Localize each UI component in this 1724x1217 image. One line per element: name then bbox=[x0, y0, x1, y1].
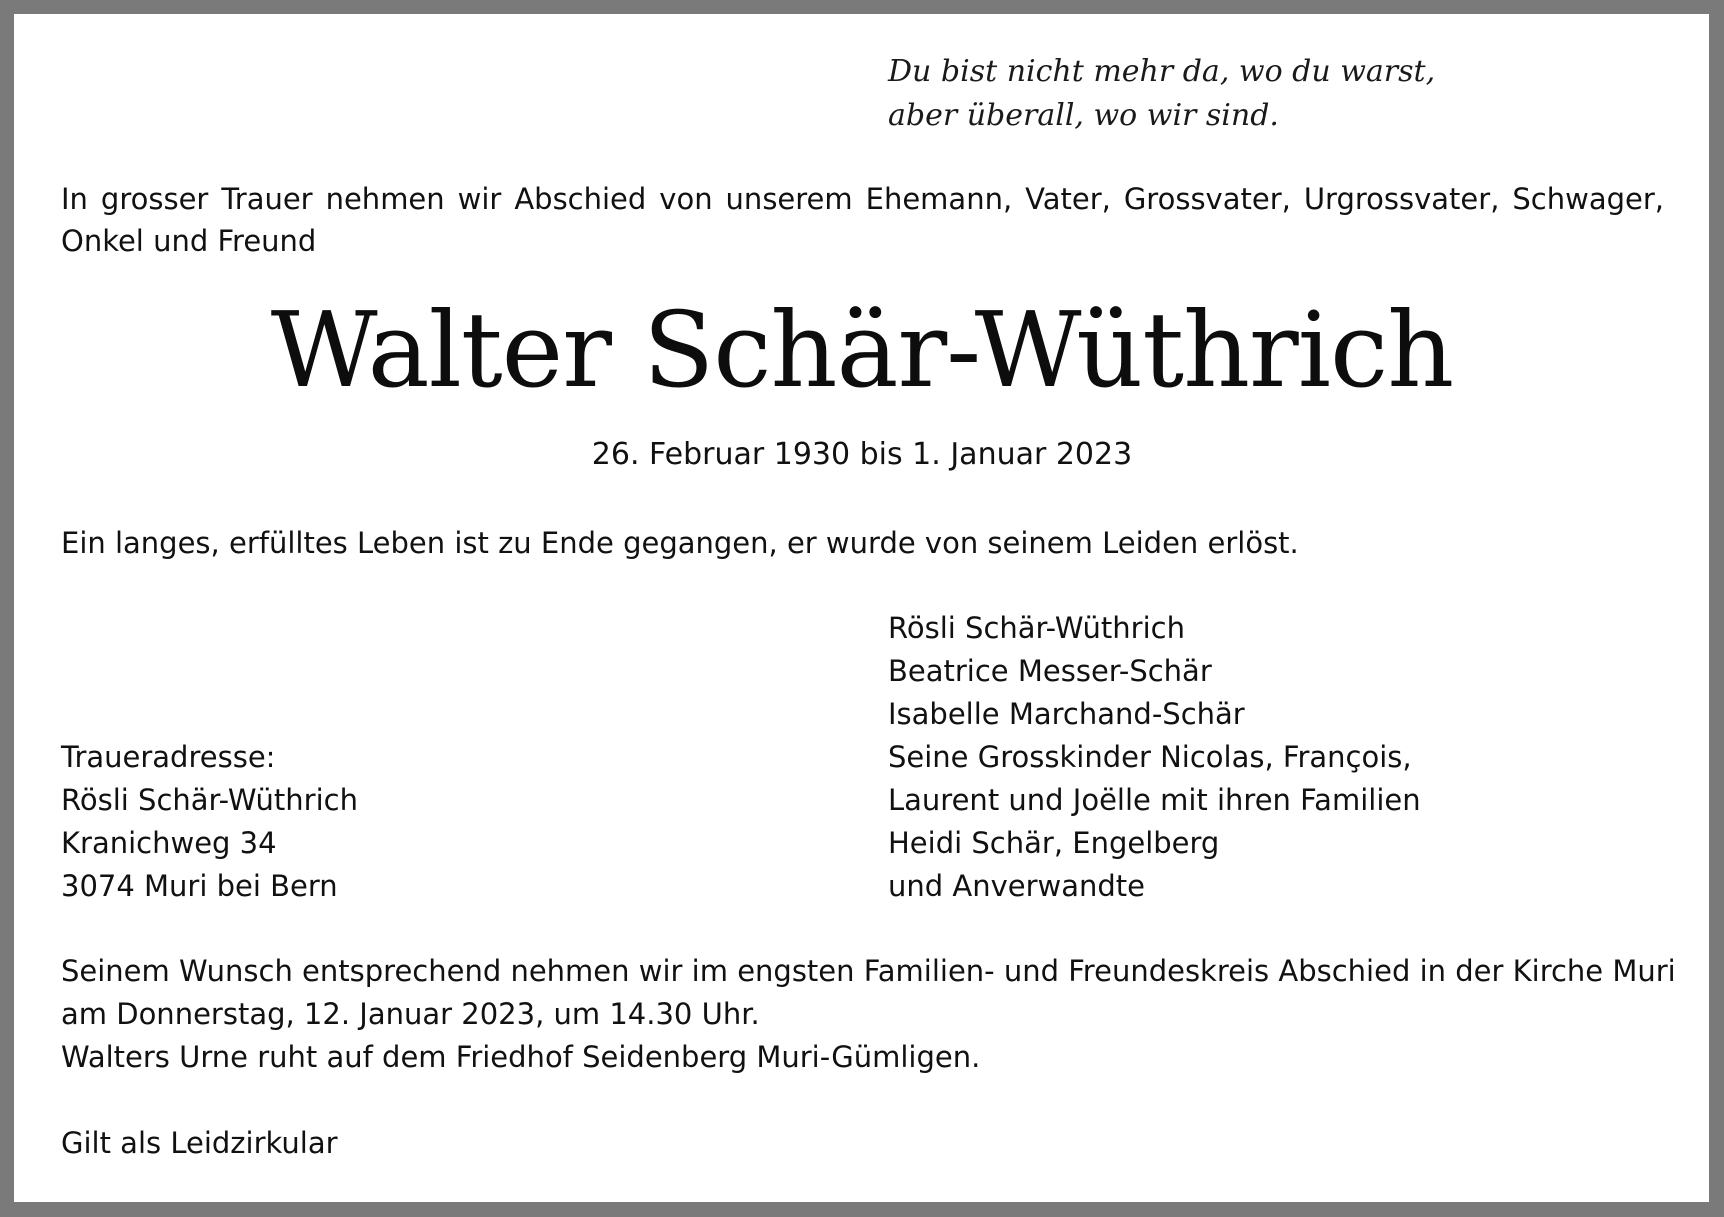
mourner-entry: Seine Grosskinder Nicolas, François, bbox=[888, 740, 1412, 774]
mourner-entry: Heidi Schär, Engelberg bbox=[888, 826, 1220, 860]
motto-line-1: Du bist nicht mehr da, wo du warst, bbox=[888, 54, 1436, 89]
ceremony-line-3: Walters Urne ruht auf dem Friedhof Seidenberg Muri-Gümligen. bbox=[61, 1040, 981, 1074]
mourning-address bbox=[61, 736, 358, 908]
deceased-name: Walter Schär-Wüthrich bbox=[270, 289, 1454, 411]
ceremony-info bbox=[61, 950, 1676, 1079]
circular-note: Gilt als Leidzirkular bbox=[61, 1126, 338, 1160]
mourner-entry: und Anverwandte bbox=[888, 869, 1146, 903]
address-name: Rösli Schär-Wüthrich bbox=[61, 783, 358, 817]
mourner-entry: Beatrice Messer-Schär bbox=[888, 654, 1212, 688]
mourner-entry: Isabelle Marchand-Schär bbox=[888, 697, 1245, 731]
ceremony-line-2: am Donnerstag, 12. Januar 2023, um 14.30 Uhr. bbox=[61, 997, 760, 1031]
address-city: 3074 Muri bei Bern bbox=[61, 869, 338, 903]
intro-text: In grosser Trauer nehmen wir Abschied von unserem Ehemann, Vater, Grossvater, Urgrossvater, Schwager, Onkel und Freund bbox=[61, 182, 1664, 258]
mourner-entry: Laurent und Joëlle mit ihren Familien bbox=[888, 783, 1421, 817]
motto-line-2: aber überall, wo wir sind. bbox=[888, 98, 1279, 133]
motto-quote bbox=[888, 50, 1435, 138]
life-statement: Ein langes, erfülltes Leben ist zu Ende gegangen, er wurde von seinem Leiden erlöst. bbox=[61, 526, 1299, 560]
mourner-entry: Rösli Schär-Wüthrich bbox=[888, 611, 1185, 645]
mourners-list bbox=[888, 607, 1421, 908]
address-heading: Traueradresse: bbox=[61, 740, 276, 774]
address-street: Kranichweg 34 bbox=[61, 826, 277, 860]
life-dates: 26. Februar 1930 bis 1. Januar 2023 bbox=[591, 437, 1133, 472]
ceremony-line-1: Seinem Wunsch entsprechend nehmen wir im engsten Familien- und Freundeskreis Abschied in der Kirche Muri bbox=[61, 954, 1676, 988]
